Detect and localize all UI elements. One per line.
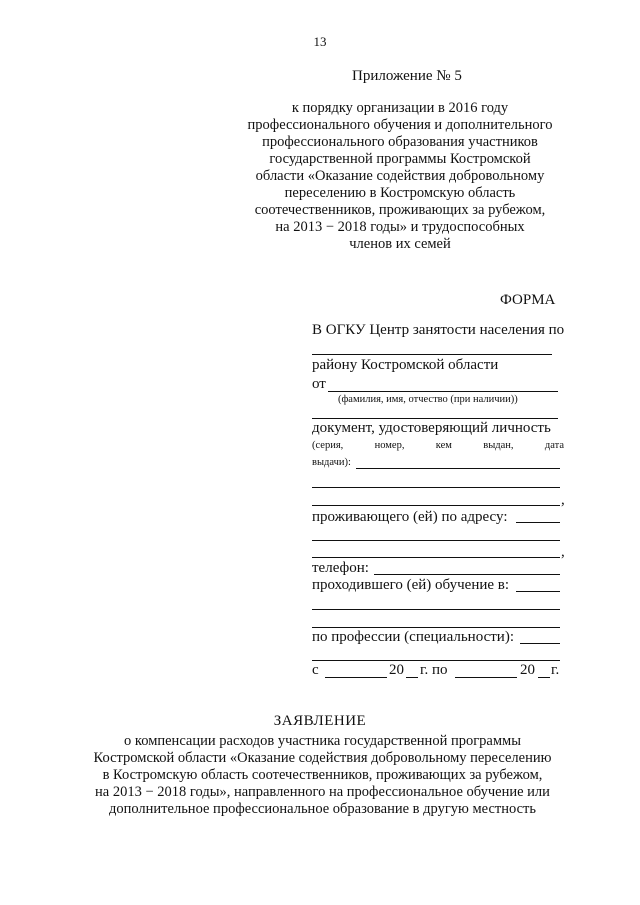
addressee-blank[interactable] xyxy=(312,354,552,355)
order-line: государственной программы Костромской xyxy=(269,151,531,167)
training-field-2[interactable] xyxy=(312,609,560,610)
period-year1: 20 xyxy=(389,662,404,678)
order-line: переселению в Костромскую область xyxy=(284,185,516,201)
order-line: на 2013 − 2018 годы» и трудоспособных xyxy=(275,219,525,235)
statement-line: дополнительное профессиональное образование в другую местность xyxy=(108,801,536,817)
period-year2: 20 xyxy=(520,662,535,678)
hint-word: выдан, xyxy=(483,440,514,451)
applicant-name-field-2[interactable] xyxy=(312,418,558,419)
address-field[interactable] xyxy=(516,522,560,523)
hint-word: (серия, xyxy=(312,440,344,451)
comma: , xyxy=(561,544,565,560)
period-start-field[interactable] xyxy=(325,677,387,678)
order-reference xyxy=(230,100,570,253)
statement-line: о компенсации расходов участника государственной программы xyxy=(124,733,521,749)
fio-hint: (фамилия, имя, отчество (при наличии)) xyxy=(338,394,518,405)
statement-title: ЗАЯВЛЕНИЕ xyxy=(273,713,367,729)
applicant-name-field[interactable] xyxy=(328,391,558,392)
phone-field[interactable] xyxy=(374,574,560,575)
hint-word: кем xyxy=(435,440,452,451)
statement-line: в Костромскую область соотечественников, проживающих за рубежом, xyxy=(102,767,543,783)
profession-field[interactable] xyxy=(520,643,560,644)
period-from-label: с xyxy=(312,662,319,678)
training-label: проходившего (ей) обучение в: xyxy=(312,577,510,593)
profession-label: по профессии (специальности): xyxy=(312,629,514,645)
document-label-text: документ, удостоверяющий личность xyxy=(312,420,551,436)
from-label: от xyxy=(312,376,326,392)
period-year2-field[interactable] xyxy=(538,677,550,678)
order-line: профессионального обучения и дополнительного xyxy=(247,117,553,133)
profession-field-2[interactable] xyxy=(312,660,560,661)
district-line: району Костромской области xyxy=(312,357,499,373)
addressee-line: В ОГКУ Центр занятости населения по xyxy=(312,322,565,338)
training-field[interactable] xyxy=(516,591,560,592)
document-field[interactable] xyxy=(356,468,560,469)
statement-description xyxy=(60,733,585,818)
document-field-2[interactable] xyxy=(312,487,560,488)
comma: , xyxy=(561,492,565,508)
page-number: 13 xyxy=(313,34,327,49)
order-line: к порядку организации в 2016 году xyxy=(291,100,509,116)
phone-label: телефон: xyxy=(312,560,369,576)
period-mid-label: г. по xyxy=(420,662,448,678)
annex-title: Приложение № 5 xyxy=(352,68,462,84)
order-line: профессионального образования участников xyxy=(262,134,538,150)
document-field-3[interactable] xyxy=(312,505,560,506)
statement-line: на 2013 − 2018 годы», направленного на профессиональное обучение или xyxy=(95,784,550,800)
address-field-2[interactable] xyxy=(312,540,560,541)
period-year1-field[interactable] xyxy=(406,677,418,678)
order-line: членов их семей xyxy=(349,236,451,252)
order-line: соотечественников, проживающих за рубежом, xyxy=(254,202,546,218)
hint-word: дата xyxy=(544,440,564,451)
document-hint xyxy=(312,440,564,451)
training-field-3[interactable] xyxy=(312,627,560,628)
hint-word: номер, xyxy=(374,440,405,451)
address-label: проживающего (ей) по адресу: xyxy=(312,509,508,525)
statement-line: Костромской области «Оказание содействия добровольному переселению xyxy=(93,750,552,766)
period-end-label: г. xyxy=(551,662,560,678)
form-label: ФОРМА xyxy=(500,292,556,308)
document-hint-end: выдачи): xyxy=(312,457,351,468)
period-end-field[interactable] xyxy=(455,677,517,678)
order-line: области «Оказание содействия добровольному xyxy=(255,168,545,184)
document-label xyxy=(312,420,564,437)
address-field-3[interactable] xyxy=(312,557,560,558)
